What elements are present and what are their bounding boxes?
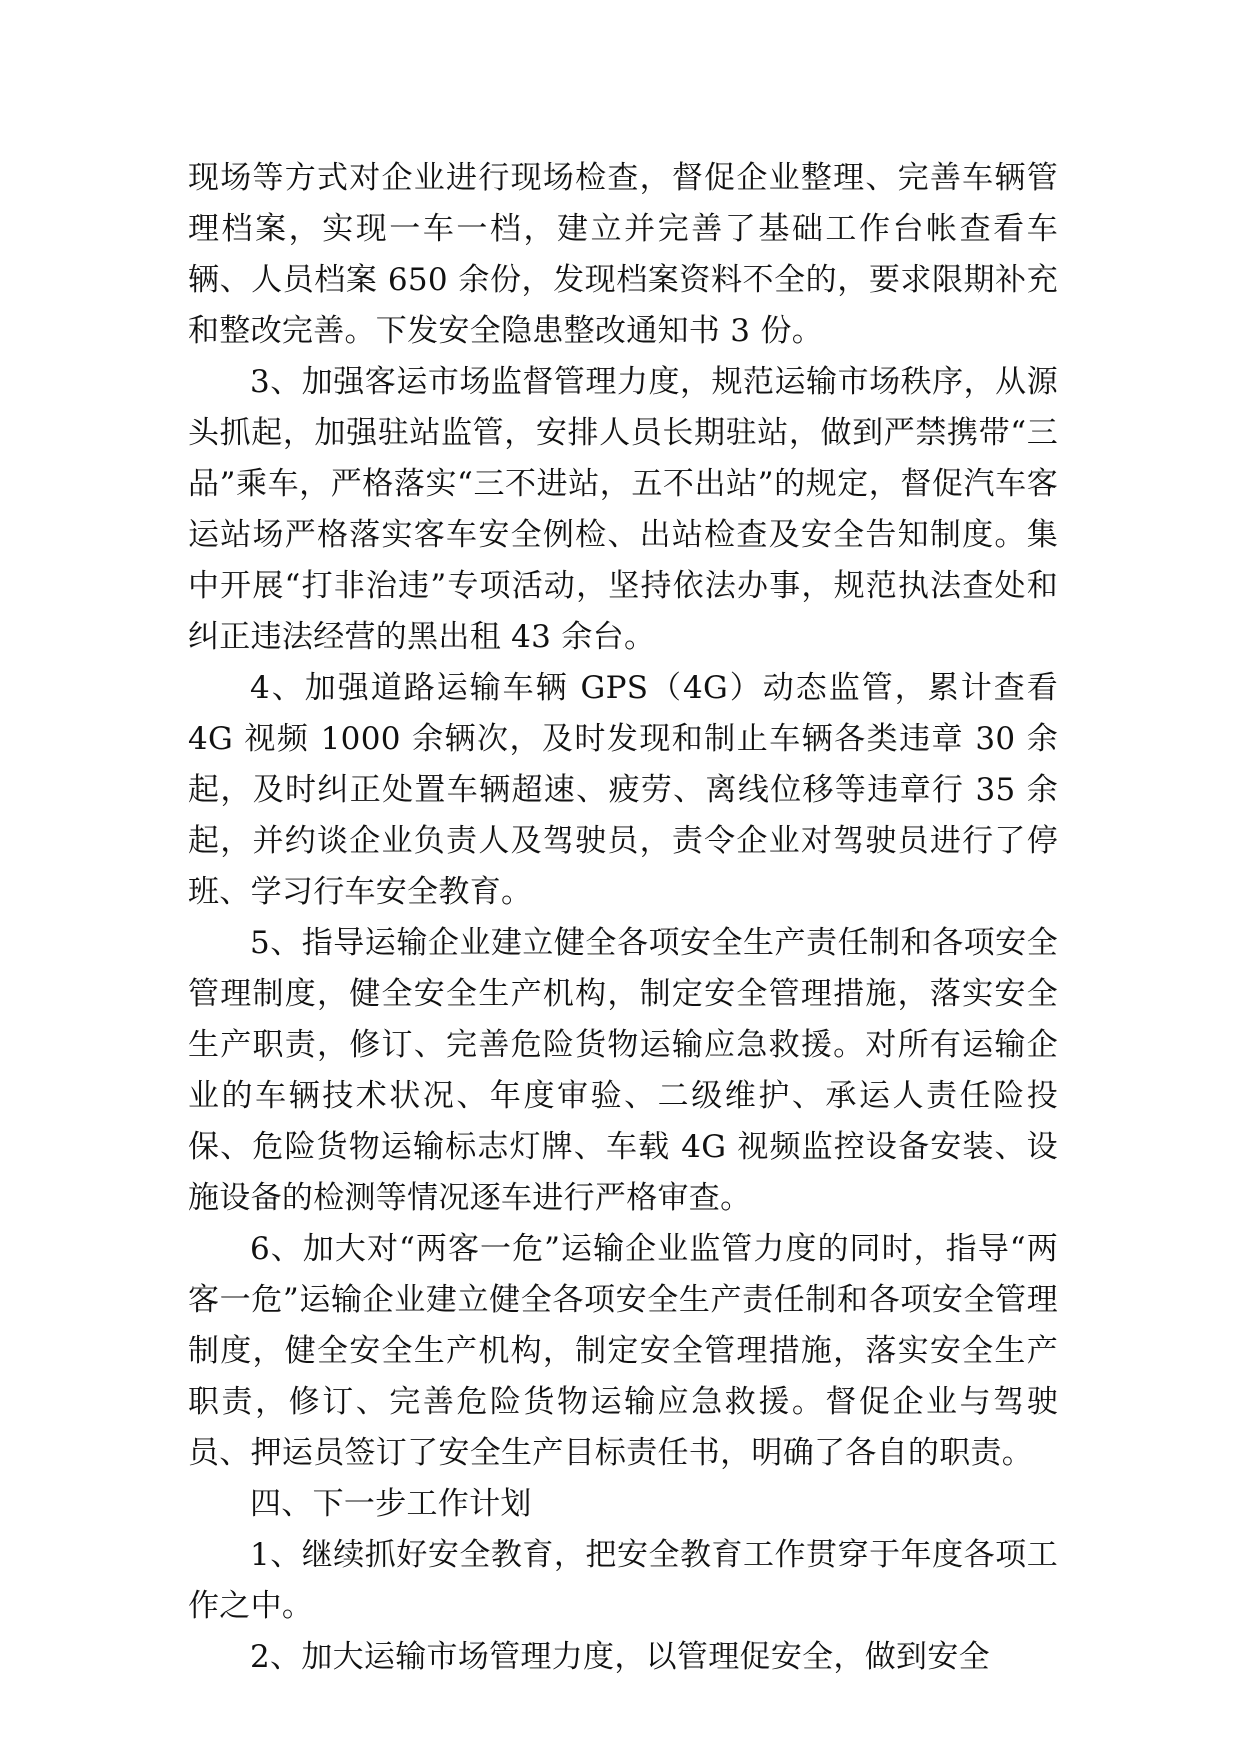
paragraph-two-passenger-one-hazard: 6、加大对“两客一危”运输企业监管力度的同时，指导“两客一危”运输企业建立健全各项安全生产责任制和各项安全管理制度，健全安全生产机构，制定安全管理措施，落实安全生产职责，修订、完善危险货物运输应急救援。督促企业与驾驶员、押运员签订了安全生产目标责任书，明确了各自的职责。 bbox=[188, 1231, 1058, 1471]
paragraph-gps-monitoring: 4、加强道路运输车辆 GPS（4G）动态监管，累计查看 4G 视频 1000 余辆次，及时发现和制止车辆各类违章 30 余起，及时纠正处置车辆超速、疲劳、离线位移等违章行 35 余起，并约谈企业负责人及驾驶员，责令企业对驾驶员进行了停班、学习行车安全教育。 bbox=[188, 670, 1058, 910]
section-heading-next-steps: 四、下一步工作计划 bbox=[250, 1486, 532, 1522]
paragraph-safety-responsibility: 5、指导运输企业建立健全各项安全生产责任制和各项安全管理制度，健全安全生产机构，制定安全管理措施，落实安全生产职责，修订、完善危险货物运输应急救援。对所有运输企业的车辆技术状况、年度审验、二级维护、承运人责任险投保、危险货物运输标志灯牌、车载 4G 视频监控设备安装、设施设备的检测等情况逐车进行严格审查。 bbox=[188, 925, 1058, 1216]
paragraph-passenger-market: 3、加强客运市场监督管理力度，规范运输市场秩序，从源头抓起，加强驻站监管，安排人员长期驻站，做到严禁携带“三品”乘车，严格落实“三不进站，五不出站”的规定，督促汽车客运站场严格落实客车安全例检、出站检查及安全告知制度。集中开展“打非治违”专项活动，坚持依法办事，规范执法查处和纠正违法经营的黑出租 43 余台。 bbox=[188, 364, 1058, 655]
paragraph-market-management: 2、加大运输市场管理力度，以管理促安全，做到安全 bbox=[250, 1639, 990, 1675]
paragraph-safety-education: 1、继续抓好安全教育，把安全教育工作贯穿于年度各项工作之中。 bbox=[188, 1537, 1058, 1624]
document-page bbox=[188, 153, 1058, 1683]
paragraph-archive-inspection: 现场等方式对企业进行现场检查，督促企业整理、完善车辆管理档案，实现一车一档，建立并完善了基础工作台帐查看车辆、人员档案 650 余份，发现档案资料不全的，要求限期补充和整改完善。下发安全隐患整改通知书 3 份。 bbox=[188, 160, 1058, 349]
